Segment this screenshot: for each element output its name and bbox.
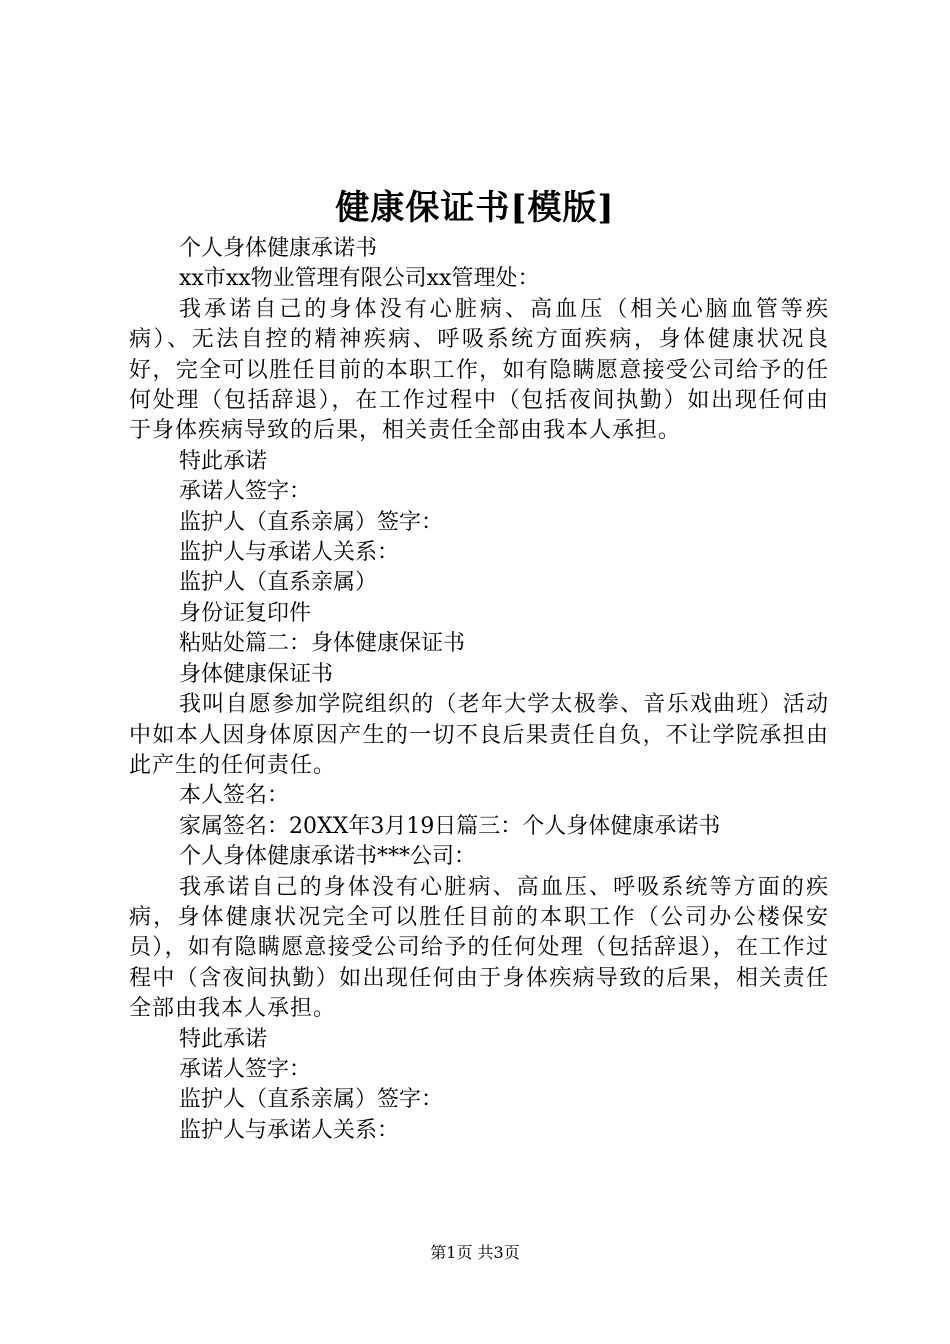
paragraph-pledge-2: 我叫自愿参加学院组织的（老年大学太极拳、音乐戏曲班）活动中如本人因身体原因产生的一切不良后果责任自负，不让学院承担由此产生的任何责任。: [129, 692, 829, 778]
document-body: [129, 234, 829, 1146]
guardian-line: 监护人（直系亲属）: [179, 570, 378, 596]
closing-line-2: 特此承诺: [179, 1026, 268, 1052]
guardian-relation-line-2: 监护人与承诺人关系：: [179, 1117, 400, 1143]
paragraph-pledge-3: 我承诺自己的身体没有心脏病、高血压、呼吸系统等方面的疾病，身体健康状况完全可以胜任目前的本职工作（公司办公楼保安员），如有隐瞒愿意接受公司给予的任何处理（包括辞退），在工作过程中（含夜间执勤）如出现任何由于身体疾病导致的后果，相关责任全部由我本人承担。: [129, 874, 829, 1022]
addressee-line: xx市xx物业管理有限公司xx管理处：: [179, 266, 540, 292]
signature-line: 承诺人签字：: [179, 479, 312, 505]
id-copy-line: 身份证复印件: [179, 600, 312, 626]
self-signature-line: 本人签名：: [179, 783, 290, 809]
guardian-signature-line: 监护人（直系亲属）签字：: [179, 509, 444, 535]
page-footer: 第1页 共3页: [430, 1243, 520, 1262]
paragraph-pledge-1: 我承诺自己的身体没有心脏病、高血压（相关心脑血管等疾病）、无法自控的精神疾病、呼吸系统方面疾病，身体健康状况良好，完全可以胜任目前的本职工作，如有隐瞒愿意接受公司给予的任何处理（包括辞退），在工作过程中（包括夜间执勤）如出现任何由于身体疾病导致的后果，相关责任全部由我本人承担。: [129, 296, 829, 444]
heading-line: 个人身体健康承诺书: [179, 236, 378, 261]
signature-line-2: 承诺人签字：: [179, 1056, 312, 1082]
section-heading-line: 身体健康保证书: [179, 661, 334, 687]
closing-line: 特此承诺: [179, 448, 268, 474]
family-signature-line: 家属签名：20XX年3月19日篇三：个人身体健康承诺书: [179, 813, 721, 839]
paste-area-line: 粘贴处篇二：身体健康保证书: [179, 631, 466, 657]
guardian-relation-line: 监护人与承诺人关系：: [179, 540, 400, 566]
company-heading-line: 个人身体健康承诺书***公司：: [179, 844, 477, 870]
document-title: 健康保证书[模版]: [335, 188, 615, 228]
guardian-signature-line-2: 监护人（直系亲属）签字：: [179, 1087, 444, 1113]
